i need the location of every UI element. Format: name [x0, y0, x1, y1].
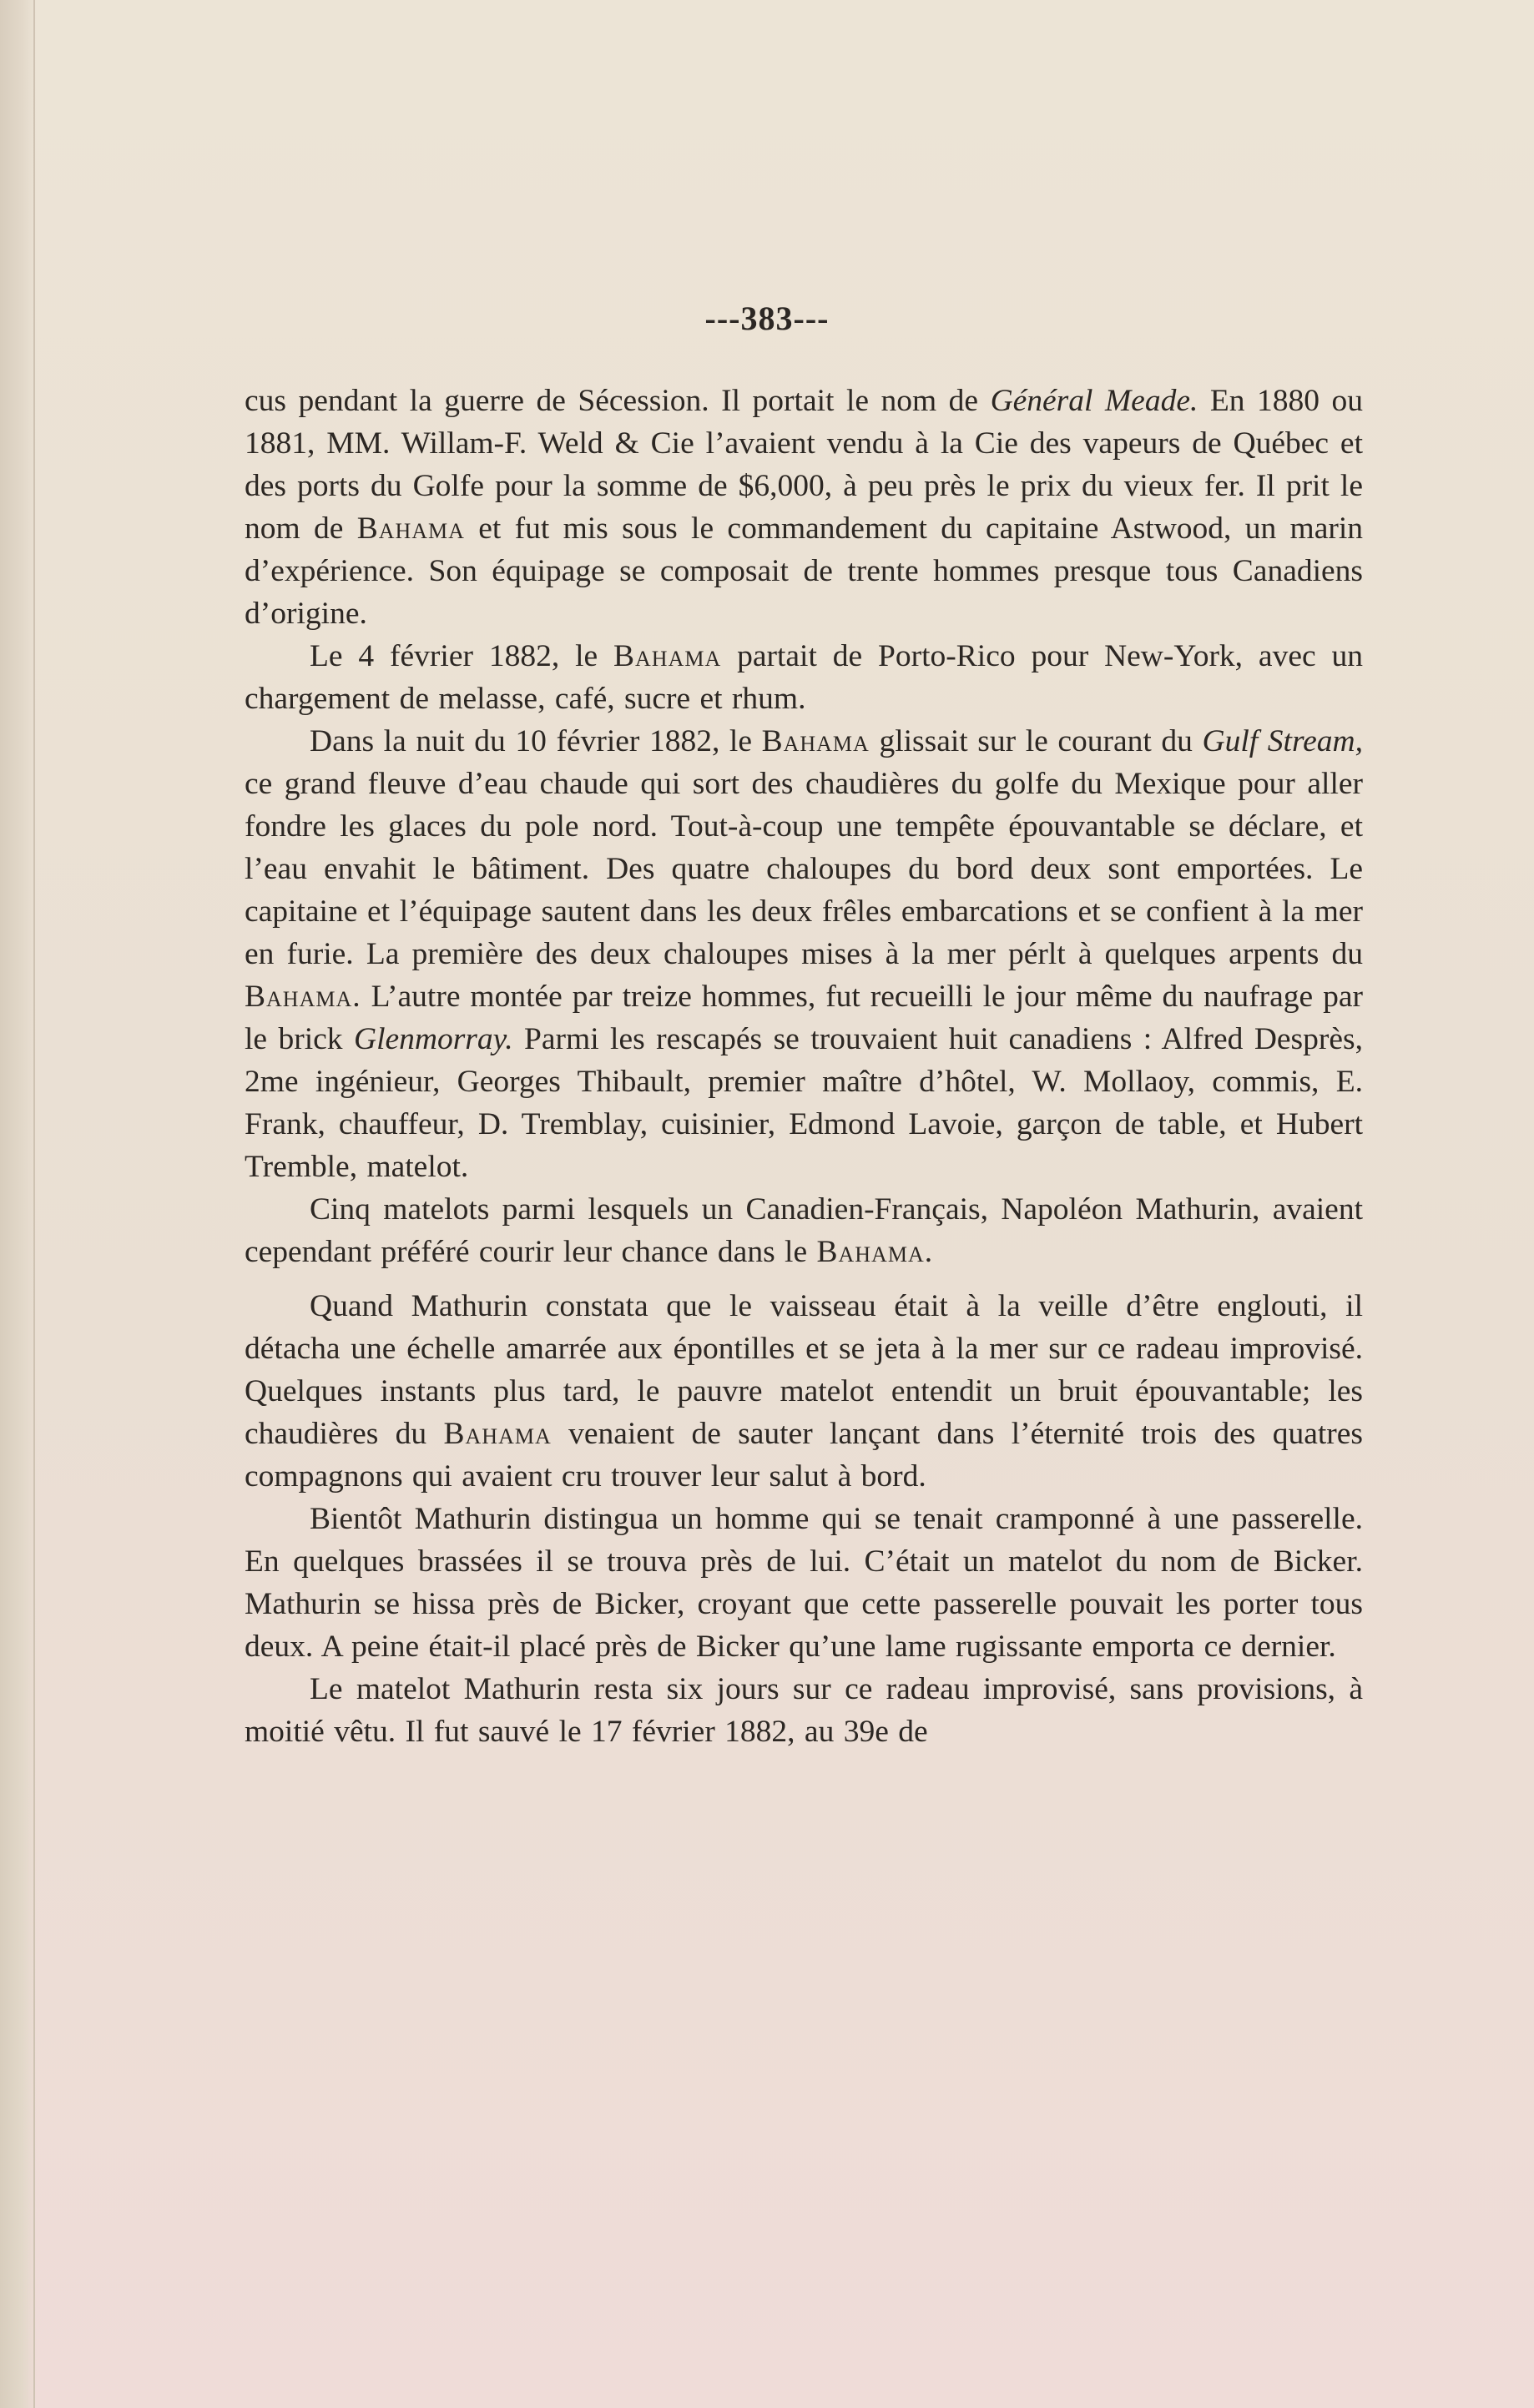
- small-caps-text: Bahama: [356, 511, 465, 546]
- paragraph: [245, 1498, 1363, 1668]
- text-run: partait de Porto-Rico pour New-York, avec un chargement de melasse, café, sucre et rhum.: [245, 639, 1363, 716]
- text-run: L’autre montée par treize hommes, fut recueilli le jour même du naufrage par le brick: [245, 980, 1363, 1056]
- text-run: Le matelot Mathurin resta six jours sur ce radeau improvisé, sans provisions, à moitié vêtu. Il fut sauvé le 17 février 1882, au 39e de: [245, 1672, 1363, 1749]
- paragraph: [245, 720, 1363, 1188]
- text-run: Quand Mathurin constata que le vaisseau était à la veille d’être englouti, il détacha une échelle amarrée aux épontilles et se jeta à la mer sur ce radeau improvisé. Quelques instants plus tard, le pauvre matelot entendit un bruit épouvantable; les chaudières du: [245, 1289, 1363, 1451]
- italic-text: Général Meade.: [990, 384, 1198, 418]
- text-run: cus pendant la guerre de Sécession. Il portait le nom de: [245, 384, 991, 418]
- page-number: ---383---: [704, 300, 830, 337]
- small-caps-text: Bahama: [443, 1417, 552, 1451]
- text-run: Parmi les rescapés se trouvaient huit canadiens : Alfred Desprès, 2me ingénieur, Georges Thibault, premier maître d’hôtel, W. Mollaoy, commis, E. Frank, chauffeur, D. Tremblay, cuisinier, Edmond Lavoie, garçon de table, et Hubert Tremble, matelot.: [245, 1022, 1363, 1184]
- text-run: Cinq matelots parmi lesquels un Canadien-Français, Napoléon Mathurin, avaient cependant préféré courir leur chance dans le: [245, 1192, 1363, 1269]
- small-caps-text: Bahama: [761, 724, 870, 758]
- italic-text: Glenmorray.: [353, 1022, 513, 1056]
- italic-text: Gulf Stream,: [1202, 724, 1364, 758]
- text-run: ce grand fleuve d’eau chaude qui sort des chaudières du golfe du Mexique pour aller fondre les glaces du pole nord. Tout-à-coup une tempête épouvantable se déclare, et l’eau envahit le bâtiment. Des quatre chaloupes du bord deux sont emportées. Le capitaine et l’équipage sautent dans les deux frêles embarcations et se confient à la mer en furie. La première des deux chaloupes mises à la mer pérlt à quelques arpents du: [245, 767, 1363, 971]
- small-caps-text: Bahama.: [245, 980, 361, 1014]
- binding-edge: [33, 0, 35, 2408]
- body-text: [245, 380, 1363, 1753]
- text-run: En 1880 ou 1881, MM. Willam-F. Weld & Cie l’avaient vendu à la Cie des vapeurs de Québec et des ports du Golfe pour la somme de $6,000, à peu près le prix du vieux fer. Il prit le nom de: [245, 384, 1363, 546]
- text-run: glissait sur le courant du: [869, 724, 1203, 758]
- text-run: venaient de sauter lançant dans l’éternité trois des quatres compagnons qui avaient cru trouver leur salut à bord.: [245, 1417, 1363, 1494]
- paragraph: [245, 1188, 1363, 1273]
- small-caps-text: Bahama: [613, 639, 722, 673]
- text-run: Le 4 février 1882, le: [310, 639, 613, 673]
- paragraph: [245, 1668, 1363, 1753]
- text-run: et fut mis sous le commandement du capitaine Astwood, un marin d’expérience. Son équipage se composait de trente hommes presque tous Canadiens d’origine.: [245, 511, 1363, 631]
- paragraph: [245, 635, 1363, 720]
- paragraph: [245, 1285, 1363, 1498]
- text-run: Bientôt Mathurin distingua un homme qui se tenait cramponné à une passerelle. En quelques brassées il se trouva près de lui. C’était un matelot du nom de Bicker. Mathurin se hissa près de Bicker, croyant que cette passerelle pouvait les porter tous deux. A peine était-il placé près de Bicker qu’une lame rugissante emporta ce dernier.: [245, 1502, 1363, 1664]
- text-run: Dans la nuit du 10 février 1882, le: [310, 724, 762, 758]
- paragraph: [245, 380, 1363, 635]
- small-caps-text: Bahama.: [816, 1235, 934, 1269]
- page-gutter-shadow: [0, 0, 37, 2408]
